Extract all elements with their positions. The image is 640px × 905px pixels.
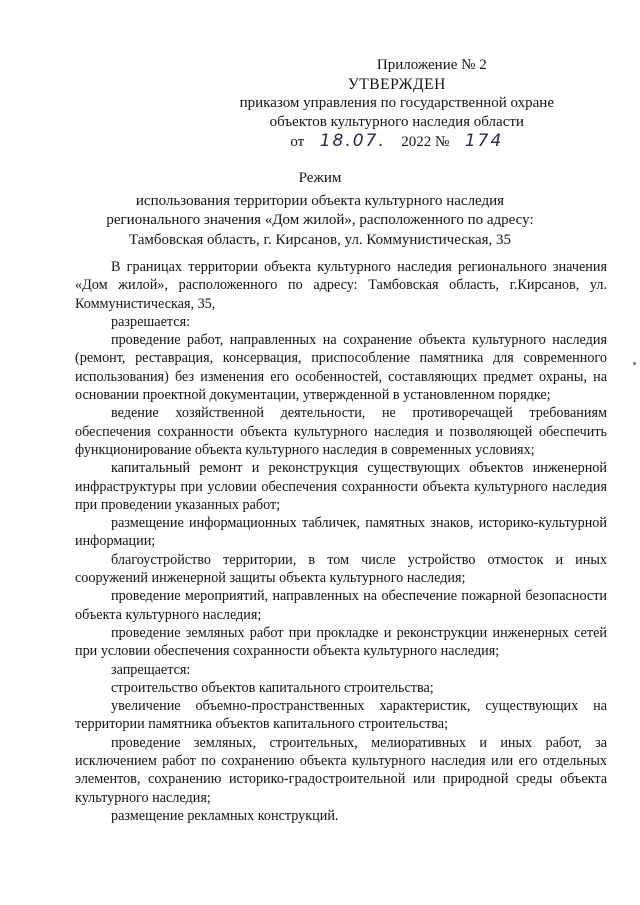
order-line-1: приказом управления по государственной охране (239, 95, 554, 111)
allowed-item: проведение земляных работ при прокладке и реконструкции инженерных сетей при условии обеспечения сохранности объекта культурного наследия; (75, 624, 607, 660)
forbidden-item: строительство объектов капитального строительства; (111, 679, 434, 696)
handwritten-number: 174 (464, 131, 504, 151)
allowed-item: проведение мероприятий, направленных на обеспечение пожарной безопасности объекта культурного наследия; (75, 588, 607, 623)
order-date-line (240, 132, 554, 152)
scan-speck (633, 362, 636, 365)
allowed-item: проведение работ, направленных на сохранение объекта культурного наследия (ремонт, реставрация, консервация, приспособление памятника для современного использования) без изменения его особенностей, составляющих предмет охраны, на основании проектной документации, утвержденной в установленном порядке; (75, 332, 607, 404)
allowed-heading: разрешается: (111, 313, 191, 330)
allowed-item: размещение информационных табличек, памятных знаков, историко-культурной информации; (75, 515, 607, 550)
intro-paragraph: В границах территории объекта культурного наследия регионального значения «Дом жилой», расположенного по адресу: Тамбовская область, г.Кирсанов, ул. Коммунистическая, 35, (75, 259, 607, 312)
title-line-3: Тамбовская область, г. Кирсанов, ул. Коммунистическая, 35 (128, 231, 512, 248)
order-line-2: объектов культурного наследия области (269, 114, 524, 130)
forbidden-heading: запрещается: (111, 661, 191, 678)
allowed-item: ведение хозяйственной деятельности, не противоречащей требованиям обеспечения сохранности объекта культурного наследия и позволяющей обеспечить функционирование объекта культурного наследия в современных условиях; (75, 405, 607, 458)
document-title (0, 169, 640, 250)
title-line-1: использования территории объекта культурного наследия (135, 192, 505, 209)
title-line-2: регионального значения «Дом жилой», расположенного по адресу: (106, 212, 534, 228)
approved-heading: УТВЕРЖДЕН (347, 76, 446, 93)
appendix-number: Приложение № 2 (376, 57, 487, 73)
approval-stamp-block (240, 56, 554, 152)
order-year: 2022 № (401, 134, 450, 150)
forbidden-item: размещение рекламных конструкций. (111, 807, 339, 824)
document-body (75, 258, 607, 825)
allowed-item: капитальный ремонт и реконструкция существующих объектов инженерной инфраструктуры при условии обеспечения сохранности объекта культурного наследия при проведении указанных работ; (75, 460, 607, 513)
forbidden-item: увеличение объемно-пространственных характеристик, существующих на территории памятника объектов капитального строительства; (75, 698, 607, 733)
handwritten-date: 18.07. (319, 131, 386, 151)
allowed-item: благоустройство территории, в том числе устройство отмосток и иных сооружений инженерной защиты объекта культурного наследия; (75, 551, 607, 587)
date-prefix: от (290, 134, 305, 150)
title-regime: Режим (298, 170, 342, 186)
forbidden-item: проведение земляных, строительных, мелиоративных и иных работ, за исключением работ по сохранению объекта культурного наследия или его отдельных элементов, сохранению историко-градостроительной или природной среды объекта культурного наследия; (75, 734, 607, 806)
